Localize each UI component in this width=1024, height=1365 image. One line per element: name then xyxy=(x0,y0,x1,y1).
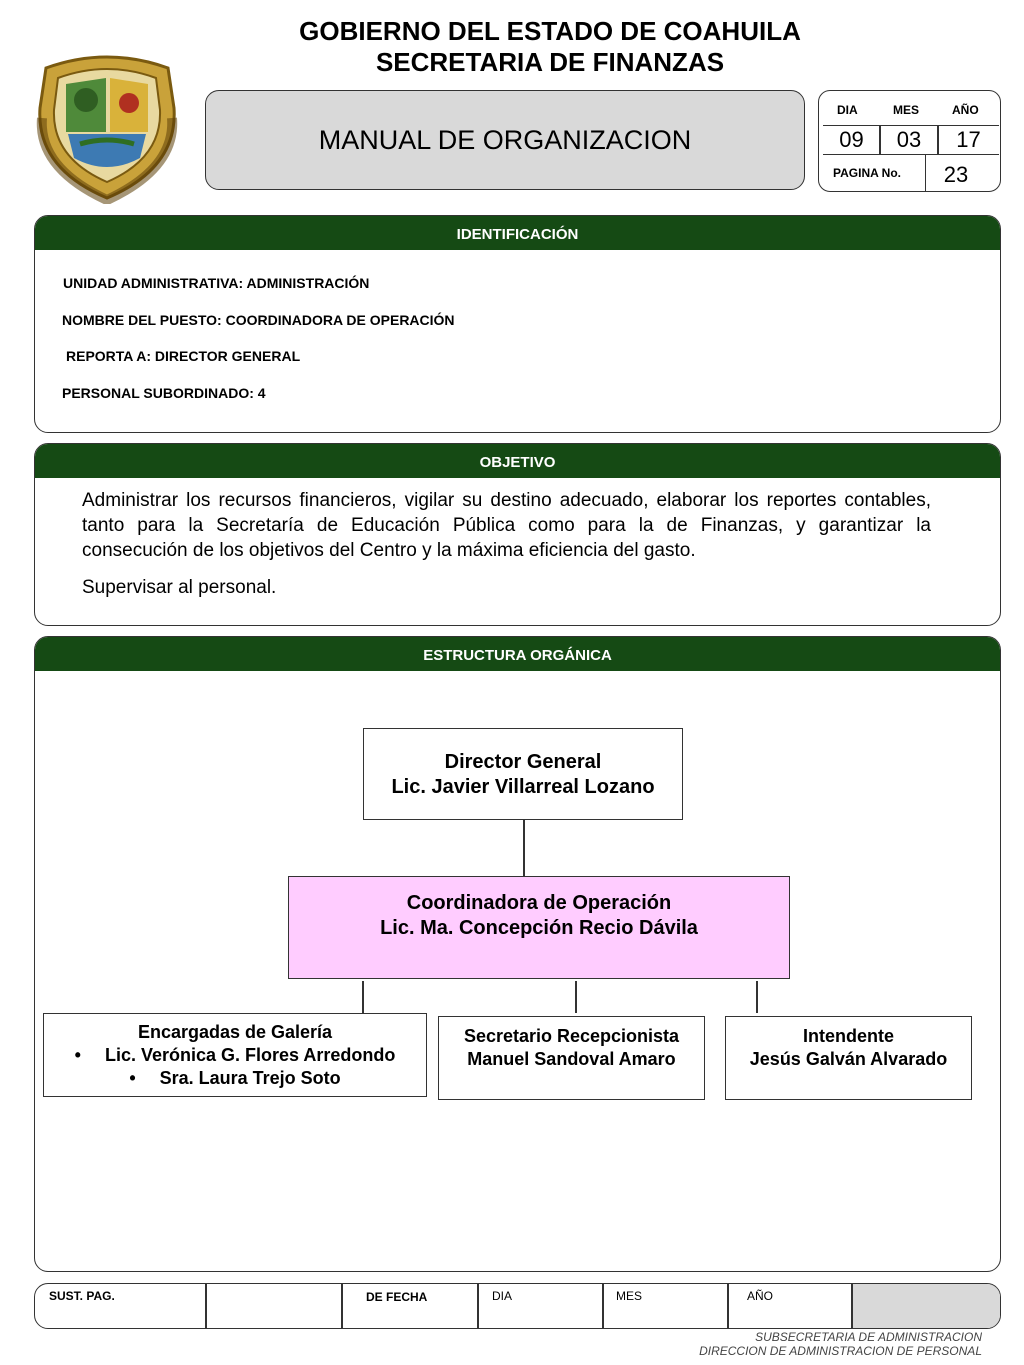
anio-value: 17 xyxy=(937,125,999,155)
pagina-value: 23 xyxy=(925,155,986,191)
objetivo-text xyxy=(82,488,931,600)
identificacion-header: IDENTIFICACIÓN xyxy=(35,216,1000,250)
footer-note-direccion: DIRECCION DE ADMINISTRACION DE PERSONAL xyxy=(699,1344,982,1358)
sust-pag-label: SUST. PAG. xyxy=(49,1289,115,1303)
connector-recepcion xyxy=(575,981,577,1013)
footer-divider xyxy=(341,1284,343,1329)
manual-title: MANUAL DE ORGANIZACION xyxy=(318,124,692,155)
footer-shaded-cell xyxy=(853,1284,1001,1329)
org-box-intendente xyxy=(725,1016,972,1100)
footer-anio-label: AÑO xyxy=(747,1289,774,1303)
mes-value: 03 xyxy=(879,125,939,155)
objetivo-header: OBJETIVO xyxy=(35,444,1000,478)
galeria-members xyxy=(44,1044,426,1090)
coat-of-arms-logo xyxy=(28,48,186,204)
objetivo-paragraph-2: Supervisar al personal. xyxy=(82,577,277,598)
coordinadora-role: Coordinadora de Operación xyxy=(406,892,672,914)
estructura-header: ESTRUCTURA ORGÁNICA xyxy=(35,637,1000,671)
galeria-member: • Sra. Laura Trejo Soto xyxy=(44,1067,426,1090)
intendente-name: Jesús Galván Alvarado xyxy=(749,1049,948,1069)
identificacion-section xyxy=(34,215,1001,433)
dia-label: DIA xyxy=(837,103,858,117)
footer-dia-label: DIA xyxy=(492,1289,513,1303)
manual-title-box xyxy=(205,90,805,190)
date-box xyxy=(818,90,1001,192)
dia-value: 09 xyxy=(823,125,881,155)
reporta-a: REPORTA A: DIRECTOR GENERAL xyxy=(66,348,301,364)
objetivo-section xyxy=(34,443,1001,626)
objetivo-paragraph: Administrar los recursos financieros, vigilar su destino adecuado, elaborar los reportes contables, tanto para la Secretaría de Educación Pública como para la de Finanzas, y garantizar la consecución de los objetivos del Centro y la máxima eficiencia del gasto. xyxy=(82,490,931,561)
recepcion-name: Manuel Sandoval Amaro xyxy=(467,1049,676,1069)
estructura-section xyxy=(34,636,1001,1272)
footer-mes-label: MES xyxy=(616,1289,643,1303)
org-box-galeria xyxy=(43,1013,427,1097)
nombre-puesto: NOMBRE DEL PUESTO: COORDINADORA DE OPERACIÓN xyxy=(62,312,455,328)
org-box-recepcionista xyxy=(438,1016,705,1100)
anio-label: AÑO xyxy=(952,103,979,117)
de-fecha-label: DE FECHA xyxy=(366,1290,428,1304)
galeria-role: Encargadas de Galería xyxy=(137,1022,333,1042)
footer-divider xyxy=(602,1284,604,1329)
government-name: GOBIERNO DEL ESTADO DE COAHUILA xyxy=(299,16,801,46)
footer-table xyxy=(34,1283,1001,1329)
footer-note xyxy=(699,1330,982,1358)
galeria-member: • Lic. Verónica G. Flores Arredondo xyxy=(44,1044,426,1067)
footer-divider xyxy=(205,1284,207,1329)
mes-label: MES xyxy=(893,103,920,117)
secretariat-name: SECRETARIA DE FINANZAS xyxy=(375,47,725,77)
footer-note-subsecretaria: SUBSECRETARIA DE ADMINISTRACION xyxy=(755,1330,982,1344)
recepcion-role: Secretario Recepcionista xyxy=(463,1026,680,1046)
connector-intendente xyxy=(756,981,758,1013)
footer-divider xyxy=(727,1284,729,1329)
org-box-director xyxy=(363,728,683,820)
footer-divider xyxy=(477,1284,479,1329)
government-title xyxy=(200,16,900,78)
personal-subordinado: PERSONAL SUBORDINADO: 4 xyxy=(62,385,266,401)
coordinadora-name: Lic. Ma. Concepción Recio Dávila xyxy=(380,917,698,939)
org-box-coordinadora xyxy=(288,876,790,979)
unidad-administrativa: UNIDAD ADMINISTRATIVA: ADMINISTRACIÓN xyxy=(63,275,370,291)
intendente-role: Intendente xyxy=(802,1026,894,1046)
connector-galeria xyxy=(362,981,364,1013)
connector-director xyxy=(523,819,525,877)
pagina-label: PAGINA No. xyxy=(833,166,901,180)
director-name: Lic. Javier Villarreal Lozano xyxy=(391,776,655,798)
director-role: Director General xyxy=(444,751,602,773)
